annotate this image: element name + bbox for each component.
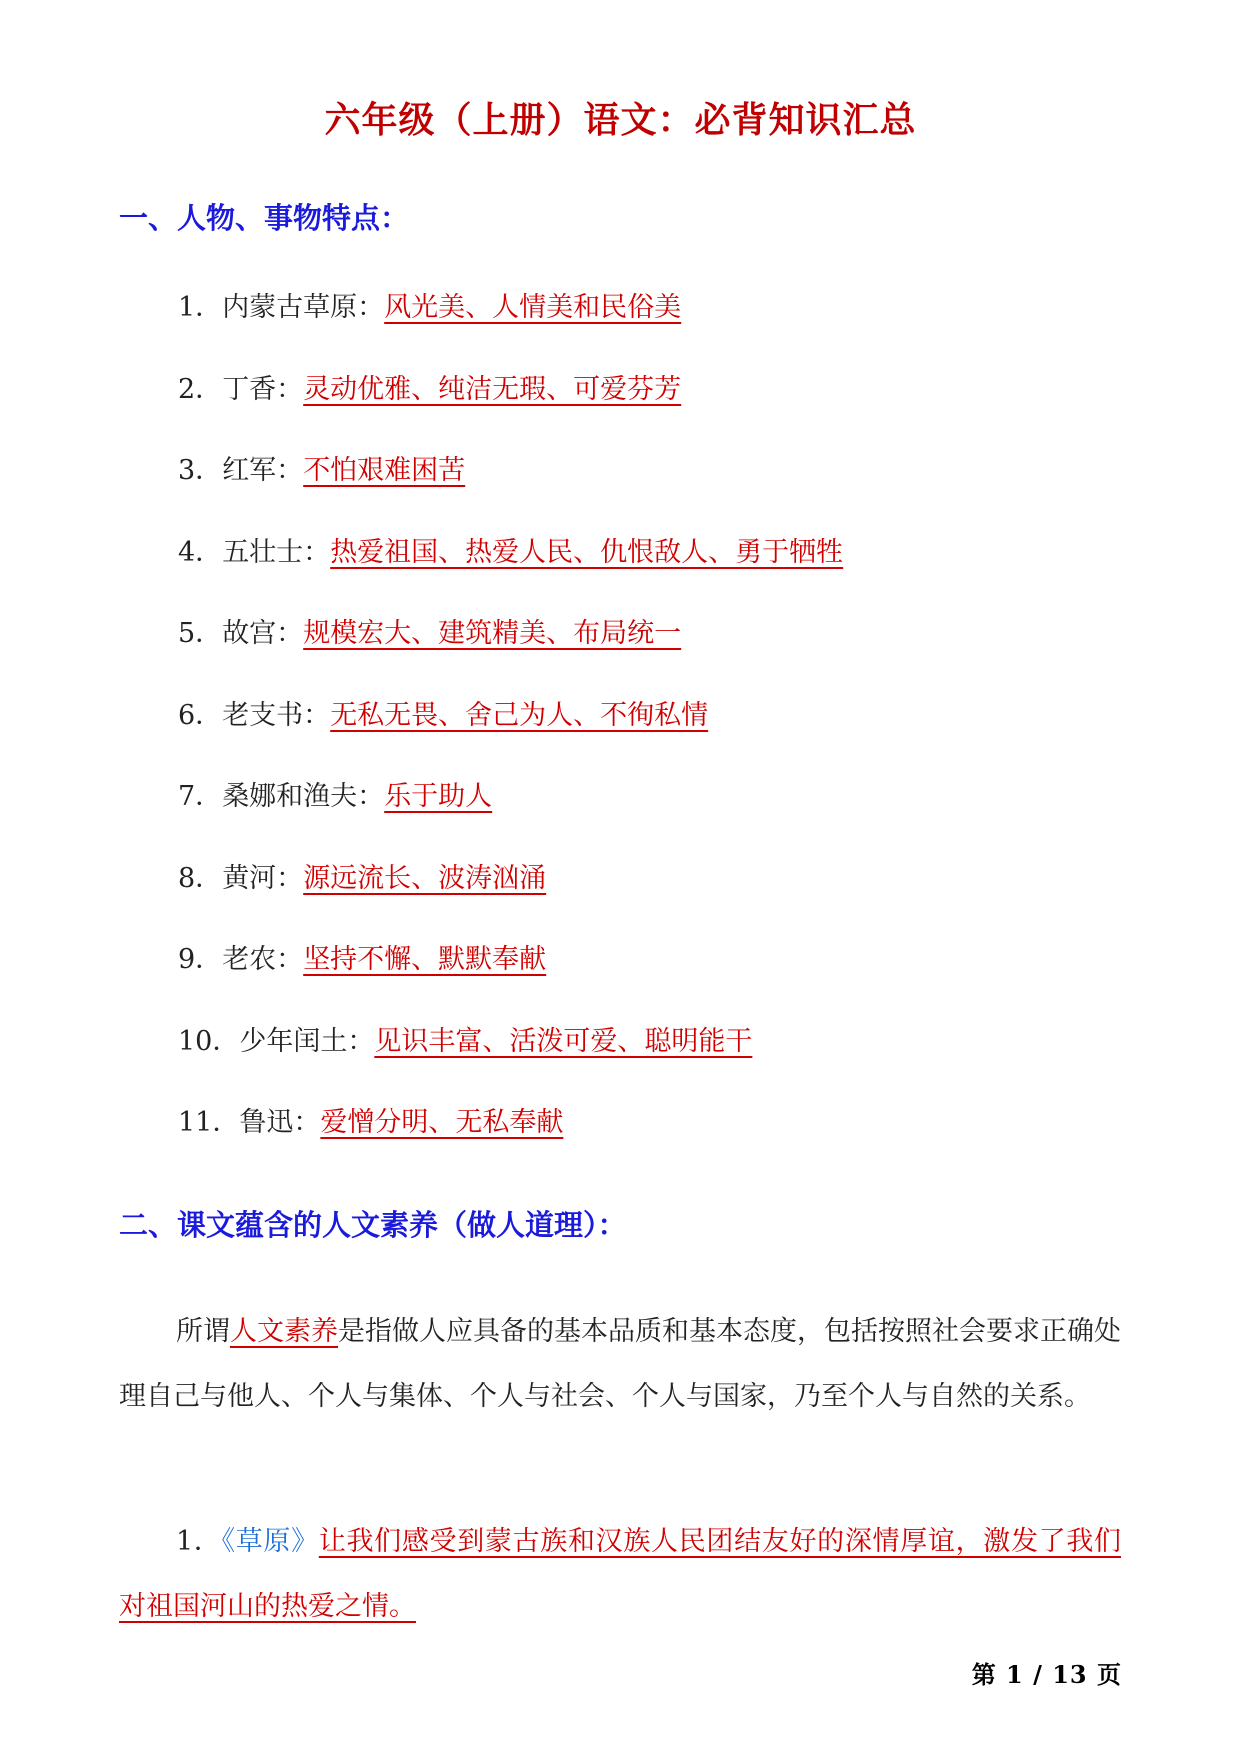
item-name: 丁香：: [222, 373, 304, 405]
item-number: 4．: [178, 536, 223, 568]
item-number: 3．: [178, 455, 223, 486]
list-item: [178, 451, 843, 533]
item-number: 6．: [178, 699, 223, 731]
item-answer: 乐于助人: [384, 781, 493, 812]
intro-term: 人文素养: [230, 1316, 338, 1347]
item-number: 5．: [178, 618, 223, 649]
item-answer: 坚持不懈、默默奉献: [303, 944, 547, 975]
item-number: 8．: [178, 862, 223, 894]
list-item: [178, 370, 843, 452]
item-answer: 热爱祖国、热爱人民、仇恨敌人、勇于牺牲: [330, 536, 844, 568]
item-number: 7．: [178, 781, 223, 812]
point-text: 让我们感受到蒙古族和汉族人民团结友好的深情厚谊，激发了我们对祖国河山的热爱之情。: [119, 1526, 1122, 1622]
item-name: 鲁迅：: [239, 1107, 321, 1138]
book-title: 《草原》: [221, 1526, 319, 1557]
item-name: 五壮士：: [222, 536, 331, 568]
item-name: 故宫：: [222, 618, 304, 649]
item-answer: 灵动优雅、纯洁无瑕、可爱芬芳: [303, 373, 682, 405]
section-heading-characteristics: 一、人物、事物特点：: [119, 201, 410, 235]
list-item: [178, 777, 843, 859]
list-item: [178, 614, 843, 696]
item-number: 9．: [178, 944, 223, 975]
item-number: 11．: [178, 1107, 240, 1138]
intro-rest: 是指做人应具备的基本品质和基本态度，包括按照社会要求正确处理自己与他人、个人与集体、个人与社会、个人与国家，乃至个人与自然的关系。: [119, 1316, 1121, 1412]
item-name: 桑娜和渔夫：: [222, 781, 385, 812]
item-answer: 源远流长、波涛汹涌: [303, 862, 547, 894]
item-answer: 无私无畏、舍己为人、不徇私情: [330, 699, 709, 731]
list-item: [178, 1103, 843, 1185]
list-item: [178, 288, 843, 370]
intro-prefix: 所谓: [176, 1316, 230, 1347]
characteristics-list: [178, 288, 843, 1185]
list-item: [178, 859, 843, 941]
document-title: 六年级（上册）语文：必背知识汇总: [324, 99, 917, 141]
item-answer: 不怕艰难困苦: [303, 455, 466, 486]
item-number: 10．: [178, 1025, 240, 1057]
item-name: 老农：: [222, 944, 304, 975]
list-item: [178, 940, 843, 1022]
list-item: [178, 533, 843, 615]
section-heading-humanities: 二、课文蕴含的人文素养（做人道理）：: [119, 1208, 627, 1242]
page-number: 第 1 / 13 页: [971, 1660, 1122, 1689]
item-number: 1．: [178, 292, 223, 323]
point-paragraph: [119, 1509, 1121, 1639]
item-answer: 见识丰富、活泼可爱、聪明能干: [374, 1025, 753, 1057]
item-number: 2．: [178, 373, 223, 405]
item-name: 红军：: [222, 455, 304, 486]
item-answer: 爱憎分明、无私奉献: [320, 1107, 564, 1138]
list-item: [178, 1022, 843, 1104]
item-name: 少年闰土：: [239, 1025, 375, 1057]
item-answer: 风光美、人情美和民俗美: [384, 292, 682, 323]
list-item: [178, 696, 843, 778]
item-name: 黄河：: [222, 862, 304, 894]
item-answer: 规模宏大、建筑精美、布局统一: [303, 618, 682, 649]
item-name: 老支书：: [222, 699, 331, 731]
item-name: 内蒙古草原：: [222, 292, 385, 323]
intro-paragraph: [119, 1299, 1121, 1429]
point-number: 1．: [176, 1526, 222, 1557]
